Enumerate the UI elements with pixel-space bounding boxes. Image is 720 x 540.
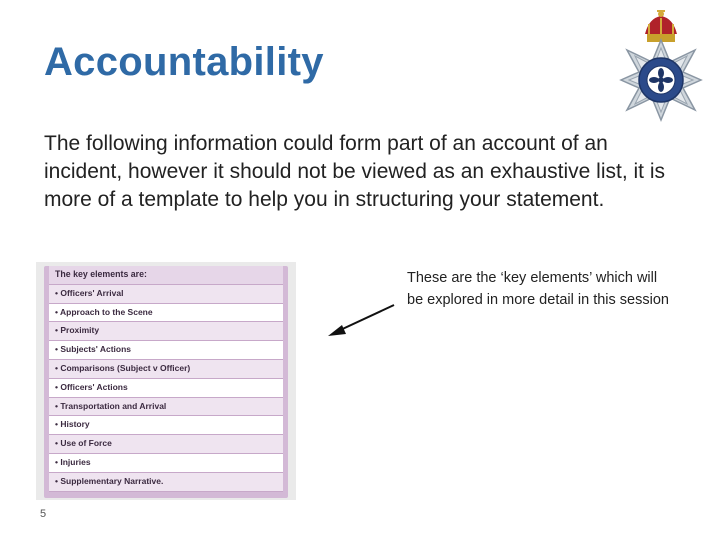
- key-element-item: • Approach to the Scene: [49, 304, 283, 323]
- key-element-item: • Comparisons (Subject v Officer): [49, 360, 283, 379]
- police-crest-icon: [611, 10, 711, 126]
- arrow-left-icon: [326, 302, 396, 338]
- slide-body-text: The following information could form part of an account of an incident, however it should not be viewed as an exhaustive list, it is more of a template to help you in structuring your statement.: [44, 132, 666, 211]
- key-elements-note: These are the ‘key elements’ which will be explored in more detail in this session: [407, 270, 669, 308]
- key-element-item: • Use of Force: [49, 435, 283, 454]
- key-element-item: • Proximity: [49, 322, 283, 341]
- key-elements-list: [49, 266, 283, 492]
- key-element-item: • Officers' Arrival: [49, 285, 283, 304]
- key-element-item: • Subjects' Actions: [49, 341, 283, 360]
- slide-title: Accountability: [44, 40, 324, 84]
- key-element-item: • Officers' Actions: [49, 379, 283, 398]
- key-elements-panel: [36, 262, 296, 500]
- key-element-item: • History: [49, 416, 283, 435]
- page-number: 5: [40, 508, 47, 520]
- key-elements-heading: The key elements are:: [49, 266, 283, 285]
- key-element-item: • Transportation and Arrival: [49, 398, 283, 417]
- key-element-item: • Supplementary Narrative.: [49, 473, 283, 492]
- key-element-item: • Injuries: [49, 454, 283, 473]
